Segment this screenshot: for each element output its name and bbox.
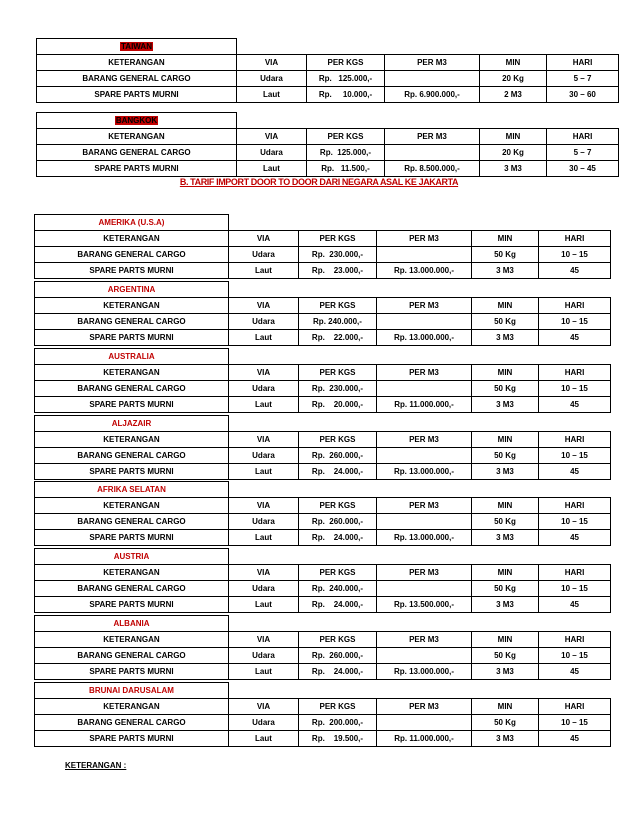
table-cell: Rp. 230.000,- (299, 381, 377, 397)
tariff-table (36, 112, 619, 177)
empty-space (229, 282, 611, 298)
table-cell: Rp. 230.000,- (299, 247, 377, 263)
table-cell: Rp. 23.000,- (299, 263, 377, 279)
header-row (35, 565, 611, 581)
table-cell: 20 Kg (480, 145, 547, 161)
table-cell: Rp. 13.000.000,- (377, 530, 472, 546)
tariff-table (34, 348, 611, 413)
column-header: PER M3 (377, 632, 472, 648)
country-name: ALJAZAIR (35, 416, 229, 432)
table-row (37, 145, 619, 161)
table-cell: 3 M3 (472, 464, 539, 480)
table-cell: Laut (229, 530, 299, 546)
column-header: KETERANGAN (35, 231, 229, 247)
column-header: PER KGS (299, 432, 377, 448)
empty-space (237, 39, 619, 55)
column-header: PER M3 (377, 231, 472, 247)
table-cell: Rp. 20.000,- (299, 397, 377, 413)
table-cell: Udara (237, 71, 307, 87)
column-header: PER M3 (385, 55, 480, 71)
table-cell: BARANG GENERAL CARGO (35, 581, 229, 597)
table-cell: Laut (229, 731, 299, 747)
table-row (35, 381, 611, 397)
table-cell: Rp. 8.500.000,- (385, 161, 480, 177)
table-cell: 10 – 15 (539, 381, 611, 397)
table-cell: SPARE PARTS MURNI (35, 464, 229, 480)
table-row (37, 87, 619, 103)
table-row (37, 71, 619, 87)
empty-space (229, 416, 611, 432)
table-cell: Rp. 260.000,- (299, 648, 377, 664)
table-cell: Rp. 125.000,- (307, 145, 385, 161)
table-cell (377, 581, 472, 597)
table-cell: SPARE PARTS MURNI (37, 161, 237, 177)
table-cell: Udara (229, 381, 299, 397)
column-header: PER M3 (385, 129, 480, 145)
column-header: HARI (539, 365, 611, 381)
column-header: PER KGS (299, 699, 377, 715)
table-row (35, 648, 611, 664)
column-header: VIA (229, 298, 299, 314)
column-header: MIN (472, 365, 539, 381)
country-name: AUSTRALIA (35, 349, 229, 365)
table-row (35, 514, 611, 530)
country-name: AUSTRIA (35, 549, 229, 565)
country-name: AFRIKA SELATAN (35, 482, 229, 498)
table-cell: 3 M3 (472, 330, 539, 346)
tariff-table-block (34, 615, 611, 680)
table-cell: Rp. 13.000.000,- (377, 263, 472, 279)
tariff-table (34, 214, 611, 279)
empty-space (229, 616, 611, 632)
table-cell: BARANG GENERAL CARGO (35, 715, 229, 731)
column-header: MIN (472, 632, 539, 648)
tariff-table-block (34, 415, 611, 480)
header-row (35, 432, 611, 448)
table-row (35, 448, 611, 464)
table-cell: Rp. 11.000.000,- (377, 731, 472, 747)
table-cell: Udara (237, 145, 307, 161)
empty-space (229, 349, 611, 365)
table-cell: Udara (229, 648, 299, 664)
table-cell: Laut (229, 330, 299, 346)
column-header: HARI (539, 432, 611, 448)
column-header: HARI (539, 498, 611, 514)
country-row (35, 215, 611, 231)
tariff-table (34, 548, 611, 613)
header-row (35, 632, 611, 648)
column-header: PER M3 (377, 699, 472, 715)
table-cell: 10 – 15 (539, 448, 611, 464)
table-row (35, 530, 611, 546)
table-cell: Udara (229, 448, 299, 464)
table-cell: Laut (237, 87, 307, 103)
column-header: MIN (472, 231, 539, 247)
table-cell: 5 – 7 (547, 71, 619, 87)
table-cell: 10 – 15 (539, 314, 611, 330)
country-name: AMERIKA (U.S.A) (35, 215, 229, 231)
table-cell: Rp. 200.000,- (299, 715, 377, 731)
column-header: PER KGS (299, 632, 377, 648)
table-cell: Rp. 22.000,- (299, 330, 377, 346)
table-cell: 50 Kg (472, 314, 539, 330)
column-header: VIA (229, 699, 299, 715)
column-header: PER KGS (299, 498, 377, 514)
section-heading: B. TARIF IMPORT DOOR TO DOOR DARI NEGARA ASAL KE JAKARTA (179, 177, 459, 187)
table-cell: SPARE PARTS MURNI (35, 263, 229, 279)
table-cell: 10 – 15 (539, 247, 611, 263)
table-cell: BARANG GENERAL CARGO (35, 514, 229, 530)
table-cell: Rp. 19.500,- (299, 731, 377, 747)
column-header: HARI (547, 55, 619, 71)
country-row (35, 549, 611, 565)
column-header: HARI (539, 565, 611, 581)
column-header: MIN (480, 129, 547, 145)
column-header: PER M3 (377, 498, 472, 514)
empty-space (229, 683, 611, 699)
table-cell: BARANG GENERAL CARGO (37, 145, 237, 161)
column-header: VIA (237, 129, 307, 145)
table-cell: 3 M3 (472, 530, 539, 546)
column-header: PER KGS (299, 231, 377, 247)
table-cell: Rp. 6.900.000,- (385, 87, 480, 103)
table-cell: 45 (539, 263, 611, 279)
column-header: MIN (472, 298, 539, 314)
table-cell: 45 (539, 664, 611, 680)
table-row (35, 263, 611, 279)
tariff-table-block (34, 281, 611, 346)
table-cell: Laut (237, 161, 307, 177)
table-cell: Rp. 240.000,- (299, 581, 377, 597)
table-row (35, 397, 611, 413)
tariff-table-block (34, 481, 611, 546)
table-row (35, 330, 611, 346)
table-row (37, 161, 619, 177)
table-cell (377, 314, 472, 330)
table-row (35, 464, 611, 480)
table-cell: 50 Kg (472, 448, 539, 464)
table-cell: Laut (229, 397, 299, 413)
country-row (37, 113, 619, 129)
column-header: HARI (539, 298, 611, 314)
column-header: KETERANGAN (35, 365, 229, 381)
column-header: HARI (547, 129, 619, 145)
column-header: HARI (539, 699, 611, 715)
country-name-highlight: TAIWAN (121, 42, 152, 51)
country-name (37, 113, 237, 129)
column-header: KETERANGAN (35, 699, 229, 715)
table-cell: SPARE PARTS MURNI (35, 397, 229, 413)
table-cell: 20 Kg (480, 71, 547, 87)
table-cell: 50 Kg (472, 514, 539, 530)
table-cell: 5 – 7 (547, 145, 619, 161)
table-cell: SPARE PARTS MURNI (35, 597, 229, 613)
table-cell: BARANG GENERAL CARGO (37, 71, 237, 87)
table-cell: 50 Kg (472, 247, 539, 263)
table-cell (377, 448, 472, 464)
table-row (35, 314, 611, 330)
column-header: KETERANGAN (37, 129, 237, 145)
table-cell: SPARE PARTS MURNI (37, 87, 237, 103)
country-name: ALBANIA (35, 616, 229, 632)
table-cell: 50 Kg (472, 381, 539, 397)
table-cell: Laut (229, 464, 299, 480)
tariff-table (34, 682, 611, 747)
table-cell (377, 247, 472, 263)
table-cell: 3 M3 (472, 397, 539, 413)
table-cell: 30 – 45 (547, 161, 619, 177)
column-header: MIN (472, 432, 539, 448)
table-cell: BARANG GENERAL CARGO (35, 648, 229, 664)
country-row (37, 39, 619, 55)
table-cell (377, 715, 472, 731)
table-cell: 50 Kg (472, 581, 539, 597)
country-row (35, 416, 611, 432)
table-row (35, 664, 611, 680)
table-cell: Rp. 11.500,- (307, 161, 385, 177)
column-header: PER KGS (299, 365, 377, 381)
country-name: ARGENTINA (35, 282, 229, 298)
table-cell (377, 514, 472, 530)
table-row (35, 715, 611, 731)
table-cell: Rp. 13.000.000,- (377, 664, 472, 680)
tariff-table (34, 281, 611, 346)
table-cell: BARANG GENERAL CARGO (35, 247, 229, 263)
tariff-table-block (36, 112, 619, 177)
table-cell: 45 (539, 597, 611, 613)
tariff-table (34, 415, 611, 480)
table-cell: SPARE PARTS MURNI (35, 731, 229, 747)
table-cell: Rp. 24.000,- (299, 530, 377, 546)
table-cell: Laut (229, 664, 299, 680)
tariff-table-block (34, 682, 611, 747)
table-cell: 45 (539, 397, 611, 413)
table-row (35, 247, 611, 263)
table-cell: Rp. 24.000,- (299, 464, 377, 480)
column-header: KETERANGAN (35, 565, 229, 581)
table-cell: 3 M3 (472, 597, 539, 613)
column-header: VIA (229, 632, 299, 648)
tariff-table (34, 481, 611, 546)
table-cell: Rp. 13.500.000,- (377, 597, 472, 613)
table-cell: Rp. 10.000,- (307, 87, 385, 103)
table-cell: Rp. 260.000,- (299, 448, 377, 464)
table-cell: Rp. 11.000.000,- (377, 397, 472, 413)
column-header: MIN (472, 565, 539, 581)
column-header: PER M3 (377, 365, 472, 381)
header-row (35, 298, 611, 314)
table-cell: 3 M3 (472, 731, 539, 747)
column-header: KETERANGAN (35, 432, 229, 448)
table-cell: 2 M3 (480, 87, 547, 103)
tariff-table (34, 615, 611, 680)
table-cell: 50 Kg (472, 715, 539, 731)
table-cell: 10 – 15 (539, 715, 611, 731)
table-cell: BARANG GENERAL CARGO (35, 314, 229, 330)
column-header: VIA (229, 565, 299, 581)
header-row (35, 365, 611, 381)
column-header: PER M3 (377, 298, 472, 314)
empty-space (229, 215, 611, 231)
table-cell: Rp. 125.000,- (307, 71, 385, 87)
country-name-highlight: BANGKOK (115, 116, 158, 125)
country-row (35, 482, 611, 498)
tariff-table-block (34, 548, 611, 613)
footer-note: KETERANGAN : (65, 761, 127, 770)
country-row (35, 616, 611, 632)
table-cell: Udara (229, 514, 299, 530)
column-header: VIA (237, 55, 307, 71)
table-cell (385, 145, 480, 161)
table-cell: Rp. 24.000,- (299, 664, 377, 680)
country-name: BRUNAI DARUSALAM (35, 683, 229, 699)
column-header: VIA (229, 432, 299, 448)
column-header: PER KGS (307, 129, 385, 145)
column-header: HARI (539, 231, 611, 247)
column-header: KETERANGAN (37, 55, 237, 71)
table-cell: 3 M3 (472, 664, 539, 680)
column-header: MIN (480, 55, 547, 71)
table-cell: Rp. 24.000,- (299, 597, 377, 613)
header-row (35, 699, 611, 715)
table-cell: Rp. 13.000.000,- (377, 464, 472, 480)
tariff-table (36, 38, 619, 103)
header-row (37, 129, 619, 145)
column-header: VIA (229, 365, 299, 381)
column-header: PER KGS (299, 298, 377, 314)
table-cell: Laut (229, 597, 299, 613)
table-cell (377, 648, 472, 664)
table-cell: 30 – 60 (547, 87, 619, 103)
table-cell: Udara (229, 581, 299, 597)
table-cell: SPARE PARTS MURNI (35, 664, 229, 680)
tariff-table-block (34, 214, 611, 279)
column-header: KETERANGAN (35, 632, 229, 648)
table-cell: 45 (539, 330, 611, 346)
column-header: HARI (539, 632, 611, 648)
column-header: KETERANGAN (35, 298, 229, 314)
table-cell: Laut (229, 263, 299, 279)
table-cell: SPARE PARTS MURNI (35, 530, 229, 546)
table-cell: BARANG GENERAL CARGO (35, 381, 229, 397)
table-cell: Rp. 13.000.000,- (377, 330, 472, 346)
table-cell: Udara (229, 715, 299, 731)
empty-space (229, 549, 611, 565)
country-row (35, 282, 611, 298)
column-header: PER KGS (307, 55, 385, 71)
table-row (35, 731, 611, 747)
empty-space (229, 482, 611, 498)
column-header: PER M3 (377, 565, 472, 581)
table-cell (385, 71, 480, 87)
table-cell: 10 – 15 (539, 648, 611, 664)
table-cell: BARANG GENERAL CARGO (35, 448, 229, 464)
table-cell: 45 (539, 731, 611, 747)
table-cell: Udara (229, 314, 299, 330)
country-row (35, 349, 611, 365)
column-header: KETERANGAN (35, 498, 229, 514)
table-cell: 10 – 15 (539, 514, 611, 530)
table-cell (377, 381, 472, 397)
table-cell: 45 (539, 530, 611, 546)
column-header: PER KGS (299, 565, 377, 581)
table-cell: 45 (539, 464, 611, 480)
header-row (35, 498, 611, 514)
tariff-table-block (36, 38, 619, 103)
column-header: MIN (472, 498, 539, 514)
table-row (35, 581, 611, 597)
empty-space (237, 113, 619, 129)
table-cell: SPARE PARTS MURNI (35, 330, 229, 346)
table-cell: Rp. 240.000,- (299, 314, 377, 330)
column-header: PER M3 (377, 432, 472, 448)
header-row (35, 231, 611, 247)
table-cell: Rp. 260.000,- (299, 514, 377, 530)
column-header: MIN (472, 699, 539, 715)
table-row (35, 597, 611, 613)
tariff-table-block (34, 348, 611, 413)
table-cell: 10 – 15 (539, 581, 611, 597)
country-name (37, 39, 237, 55)
table-cell: 3 M3 (480, 161, 547, 177)
table-cell: 50 Kg (472, 648, 539, 664)
table-cell: Udara (229, 247, 299, 263)
column-header: VIA (229, 231, 299, 247)
country-row (35, 683, 611, 699)
column-header: VIA (229, 498, 299, 514)
header-row (37, 55, 619, 71)
table-cell: 3 M3 (472, 263, 539, 279)
